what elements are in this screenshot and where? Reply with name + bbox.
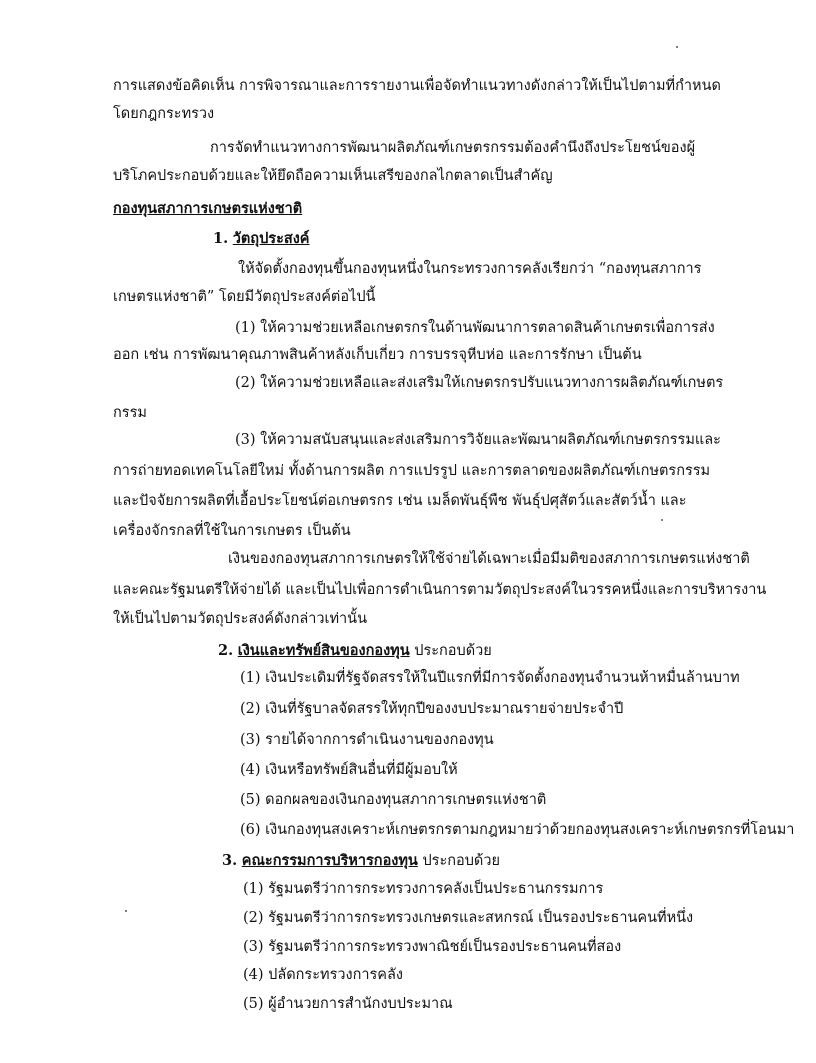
objective-item-3-line-1: (3) ให้ความสนับสนุนและส่งเสริมการวิจัยและพัฒนาผลิตภัณฑ์เกษตรกรรมและ <box>235 432 721 448</box>
section-2-number: 2. <box>218 642 234 659</box>
committee-item-5: (5) ผู้อำนวยการสำนักงบประมาณ <box>243 996 453 1012</box>
asset-item-5: (5) ดอกผลของเงินกองทุนสภาการเกษตรแห่งชาติ <box>240 792 547 808</box>
scan-speck <box>125 910 127 912</box>
section-2-heading <box>218 641 492 661</box>
fund-heading: กองทุนสภาการเกษตรแห่งชาติ <box>113 200 303 217</box>
objective-item-2-line-1: (2) ให้ความช่วยเหลือและส่งเสริมให้เกษตรกรปรับแนวทางการผลิตภัณฑ์เกษตร <box>235 375 724 391</box>
section-2-suffix: ประกอบด้วย <box>414 643 492 659</box>
asset-item-3: (3) รายได้จากการดำเนินงานของกองทุน <box>240 732 494 748</box>
objective-item-1-line-2: ออก เช่น การพัฒนาคุณภาพสินค้าหลังเก็บเกี่ยว การบรรจุหีบห่อ และการรักษา เป็นต้น <box>113 347 642 363</box>
committee-item-4: (4) ปลัดกระทรวงการคลัง <box>243 967 403 983</box>
asset-item-4: (4) เงินหรือทรัพย์สินอื่นที่มีผู้มอบให้ <box>240 762 458 778</box>
section-3-title: คณะกรรมการบริหารกองทุน <box>241 852 418 869</box>
objective-item-3-line-3: และปัจจัยการผลิตที่เอื้อประโยชน์ต่อเกษตรกร เช่น เมล็ดพันธุ์พืช พันธุ์ปศุสัตว์และสัตว์น้ำ และ <box>113 493 687 509</box>
section-1-title: วัตถุประสงค์ <box>232 230 310 247</box>
asset-item-6: (6) เงินกองทุนสงเคราะห์เกษตรกรตามกฎหมายว่าด้วยกองทุนสงเคราะห์เกษตรกรที่โอนมา <box>240 822 795 838</box>
fund-money-line-2: และคณะรัฐมนตรีให้จ่ายได้ และเป็นไปเพื่อการดำเนินการตามวัตถุประสงค์ในวรรคหนึ่งและการบริหารงาน <box>113 582 767 598</box>
fund-money-line-3: ให้เป็นไปตามวัตถุประสงค์ดังกล่าวเท่านั้น <box>113 611 367 627</box>
section-2-title: เงินและทรัพย์สินของกองทุน <box>237 642 410 659</box>
intro-paragraph-2-line-2: บริโภคประกอบด้วยและให้ยึดถือความเห็นเสรีของกลไกตลาดเป็นสำคัญ <box>113 168 553 184</box>
objective-item-2-line-2: กรรม <box>113 405 147 421</box>
intro-line-2: โดยกฎกระทรวง <box>113 106 215 122</box>
section-1-heading <box>213 229 310 249</box>
objectives-intro-line-1: ให้จัดตั้งกองทุนขึ้นกองทุนหนึ่งในกระทรวงการคลังเรียกว่า “กองทุนสภาการ <box>238 261 702 277</box>
asset-item-2: (2) เงินที่รัฐบาลจัดสรรให้ทุกปีของงบประมาณรายจ่ายประจำปี <box>240 701 624 717</box>
committee-item-1: (1) รัฐมนตรีว่าการกระทรวงการคลังเป็นประธานกรรมการ <box>243 881 604 897</box>
section-3-suffix: ประกอบด้วย <box>422 853 500 869</box>
section-3-heading <box>222 851 500 871</box>
scan-speck <box>661 519 663 521</box>
objective-item-3-line-4: เครื่องจักรกลที่ใช้ในการเกษตร เป็นต้น <box>113 523 351 539</box>
objectives-intro-line-2: เกษตรแห่งชาติ” โดยมีวัตถุประสงค์ต่อไปนี้ <box>113 289 376 305</box>
section-3-number: 3. <box>222 852 238 869</box>
committee-item-3: (3) รัฐมนตรีว่าการกระทรวงพาณิชย์เป็นรองประธานคนที่สอง <box>243 939 622 955</box>
intro-paragraph-2-line-1: การจัดทำแนวทางการพัฒนาผลิตภัณฑ์เกษตรกรรมต้องคำนึงถึงประโยชน์ของผู้ <box>210 140 696 156</box>
scan-speck <box>676 46 678 48</box>
intro-line-1: การแสดงข้อคิดเห็น การพิจารณาและการรายงานเพื่อจัดทำแนวทางดังกล่าวให้เป็นไปตามที่กำหนด <box>113 78 721 94</box>
fund-money-line-1: เงินของกองทุนสภาการเกษตรให้ใช้จ่ายได้เฉพาะเมื่อมีมติของสภาการเกษตรแห่งชาติ <box>228 551 750 567</box>
objective-item-3-line-2: การถ่ายทอดเทคโนโลยีใหม่ ทั้งด้านการผลิต การแปรรูป และการตลาดของผลิตภัณฑ์เกษตรกรรม <box>113 463 711 479</box>
committee-item-2: (2) รัฐมนตรีว่าการกระทรวงเกษตรและสหกรณ์ เป็นรองประธานคนที่หนึ่ง <box>243 910 694 926</box>
asset-item-1: (1) เงินประเดิมที่รัฐจัดสรรให้ในปีแรกที่มีการจัดตั้งกองทุนจำนวนห้าหมื่นล้านบาท <box>240 670 740 686</box>
objective-item-1-line-1: (1) ให้ความช่วยเหลือเกษตรกรในด้านพัฒนาการตลาดสินค้าเกษตรเพื่อการส่ง <box>235 320 715 336</box>
section-1-number: 1. <box>213 230 229 247</box>
